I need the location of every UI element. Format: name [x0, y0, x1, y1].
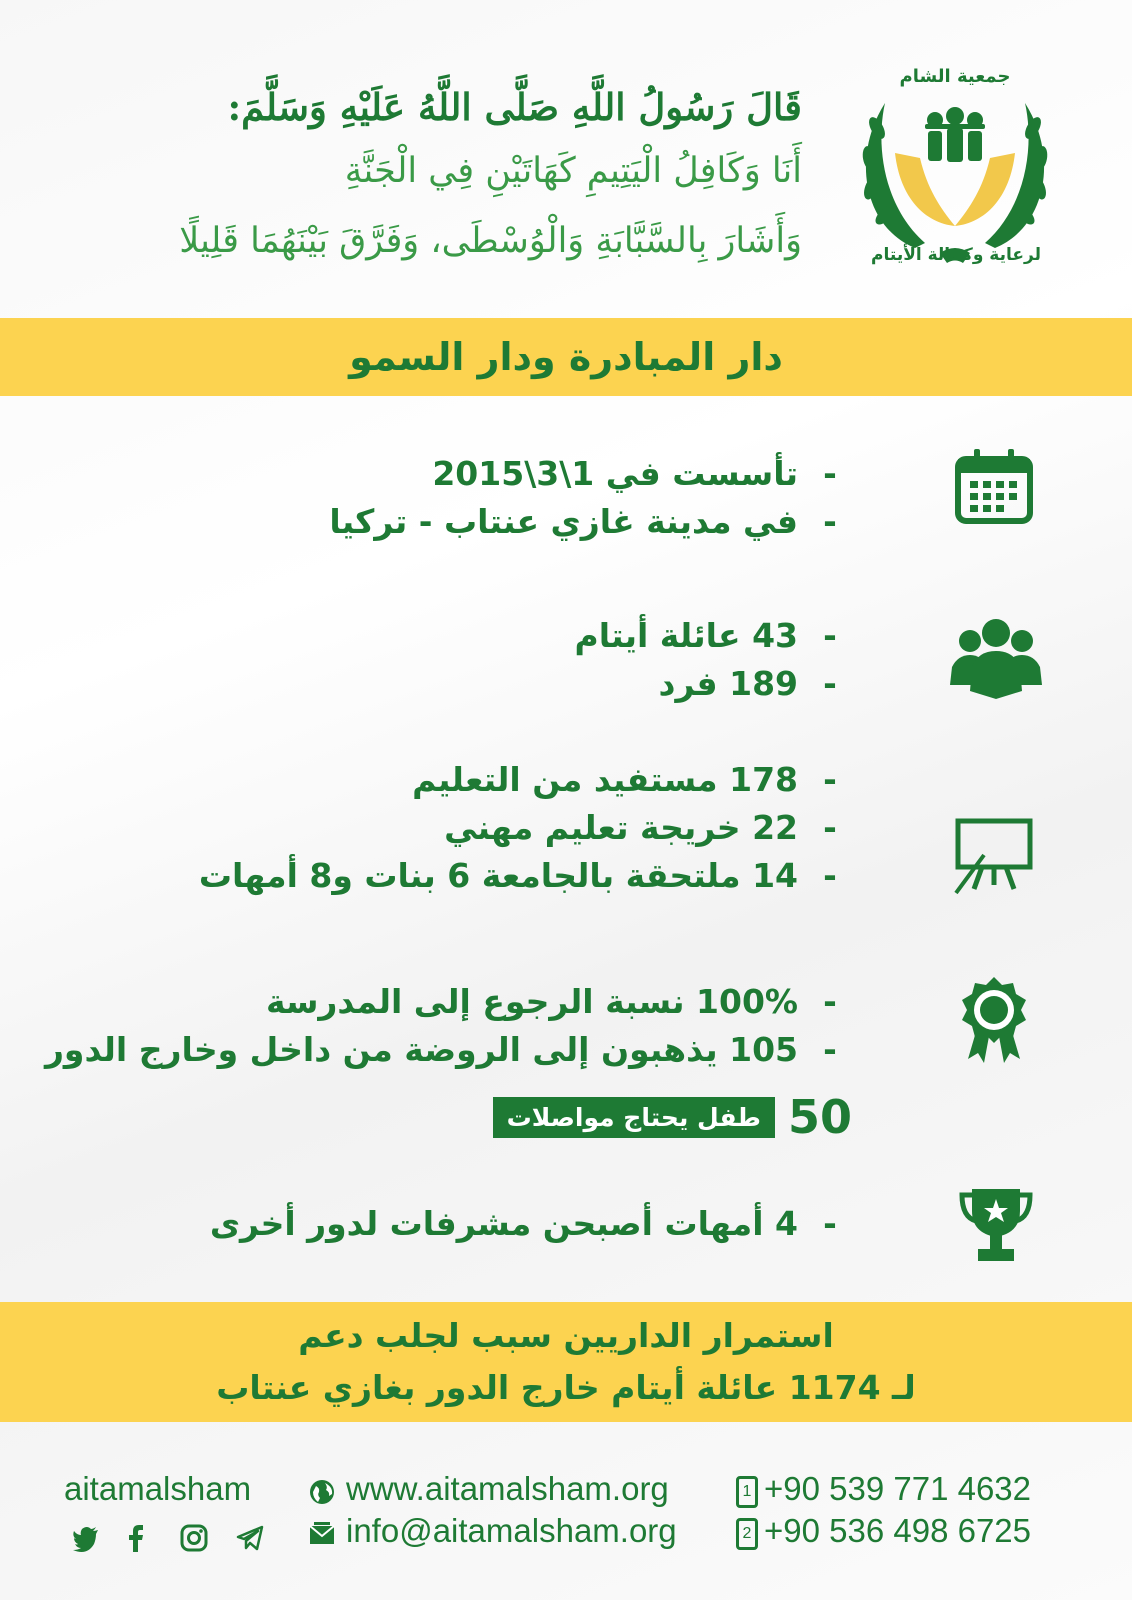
globe-icon [308, 1478, 336, 1506]
section-founding [42, 450, 862, 546]
trophy-star-icon [958, 1185, 1034, 1265]
telegram-icon[interactable] [236, 1524, 264, 1552]
instagram-icon[interactable] [180, 1524, 208, 1552]
award-badge-icon [958, 975, 1030, 1065]
transport-count: 50 [787, 1090, 852, 1144]
section-schooling [42, 978, 862, 1074]
calendar-icon [952, 445, 1036, 529]
people-group-icon [948, 615, 1044, 699]
list-item: -43 عائلة أيتام [574, 616, 837, 655]
hadith-line-3: وَأَشَارَ بِالسَّبَّابَةِ وَالْوُسْطَى، وَفَرَّقَ بَيْنَهُمَا قَلِيلًا [179, 221, 802, 261]
hadith-quote [82, 78, 802, 276]
list-item: -100% نسبة الرجوع إلى المدرسة [265, 982, 837, 1021]
logo-name: جمعية الشام [899, 66, 1011, 87]
section-education [42, 756, 862, 900]
email-icon [308, 1520, 336, 1548]
email-link[interactable]: info@aitamalsham.org [346, 1512, 677, 1549]
facebook-icon[interactable] [122, 1524, 150, 1552]
website-link[interactable]: www.aitamalsham.org [346, 1470, 669, 1507]
list-item: -105 يذهبون إلى الروضة من داخل وخارج الدور [44, 1030, 837, 1069]
section-mothers [42, 1200, 862, 1248]
phone-2[interactable]: +90 536 498 6725 [764, 1512, 1032, 1549]
twitter-icon[interactable] [72, 1524, 100, 1552]
title-band [0, 318, 1132, 396]
transport-label: طفل يحتاج مواصلات [493, 1097, 775, 1138]
social-handle[interactable]: aitamalsham [64, 1470, 252, 1507]
list-item: -22 خريجة تعليم مهني [444, 808, 837, 847]
list-item: -178 مستفيد من التعليم [412, 760, 837, 799]
phone-1-icon: 1 [736, 1476, 758, 1508]
list-item: -تأسست في 1\3\2015 [432, 454, 837, 493]
support-line-2: لـ 1174 عائلة أيتام خارج الدور بغازي عنتاب [216, 1368, 916, 1407]
list-item: -4 أمهات أصبحن مشرفات لدور أخرى [209, 1204, 837, 1243]
list-item: -في مدينة غازي عنتاب - تركيا [329, 502, 837, 541]
support-band [0, 1302, 1132, 1422]
list-item: -14 ملتحقة بالجامعة 6 بنات و8 أمهات [198, 856, 837, 895]
presentation-board-icon [952, 815, 1036, 899]
support-line-1: استمرار الداريين سبب لجلب دعم [298, 1316, 834, 1355]
phone-1[interactable]: +90 539 771 4632 [764, 1470, 1032, 1507]
hadith-line-1: قَالَ رَسُولُ اللَّهِ صَلَّى اللَّهُ عَلَيْهِ وَسَلَّمَ: [227, 85, 802, 129]
transport-needed [493, 1090, 852, 1144]
logo-subtitle: لرعاية وكفالة الأيتام [871, 245, 1041, 265]
section-families [42, 612, 862, 708]
page-title: دار المبادرة ودار السمو [349, 335, 783, 379]
phone-2-icon: 2 [736, 1518, 758, 1550]
list-item: -189 فرد [658, 664, 837, 703]
hadith-line-2: أَنَا وَكَافِلُ الْيَتِيمِ كَهَاتَيْنِ فِي الْجَنَّةِ [344, 151, 802, 191]
